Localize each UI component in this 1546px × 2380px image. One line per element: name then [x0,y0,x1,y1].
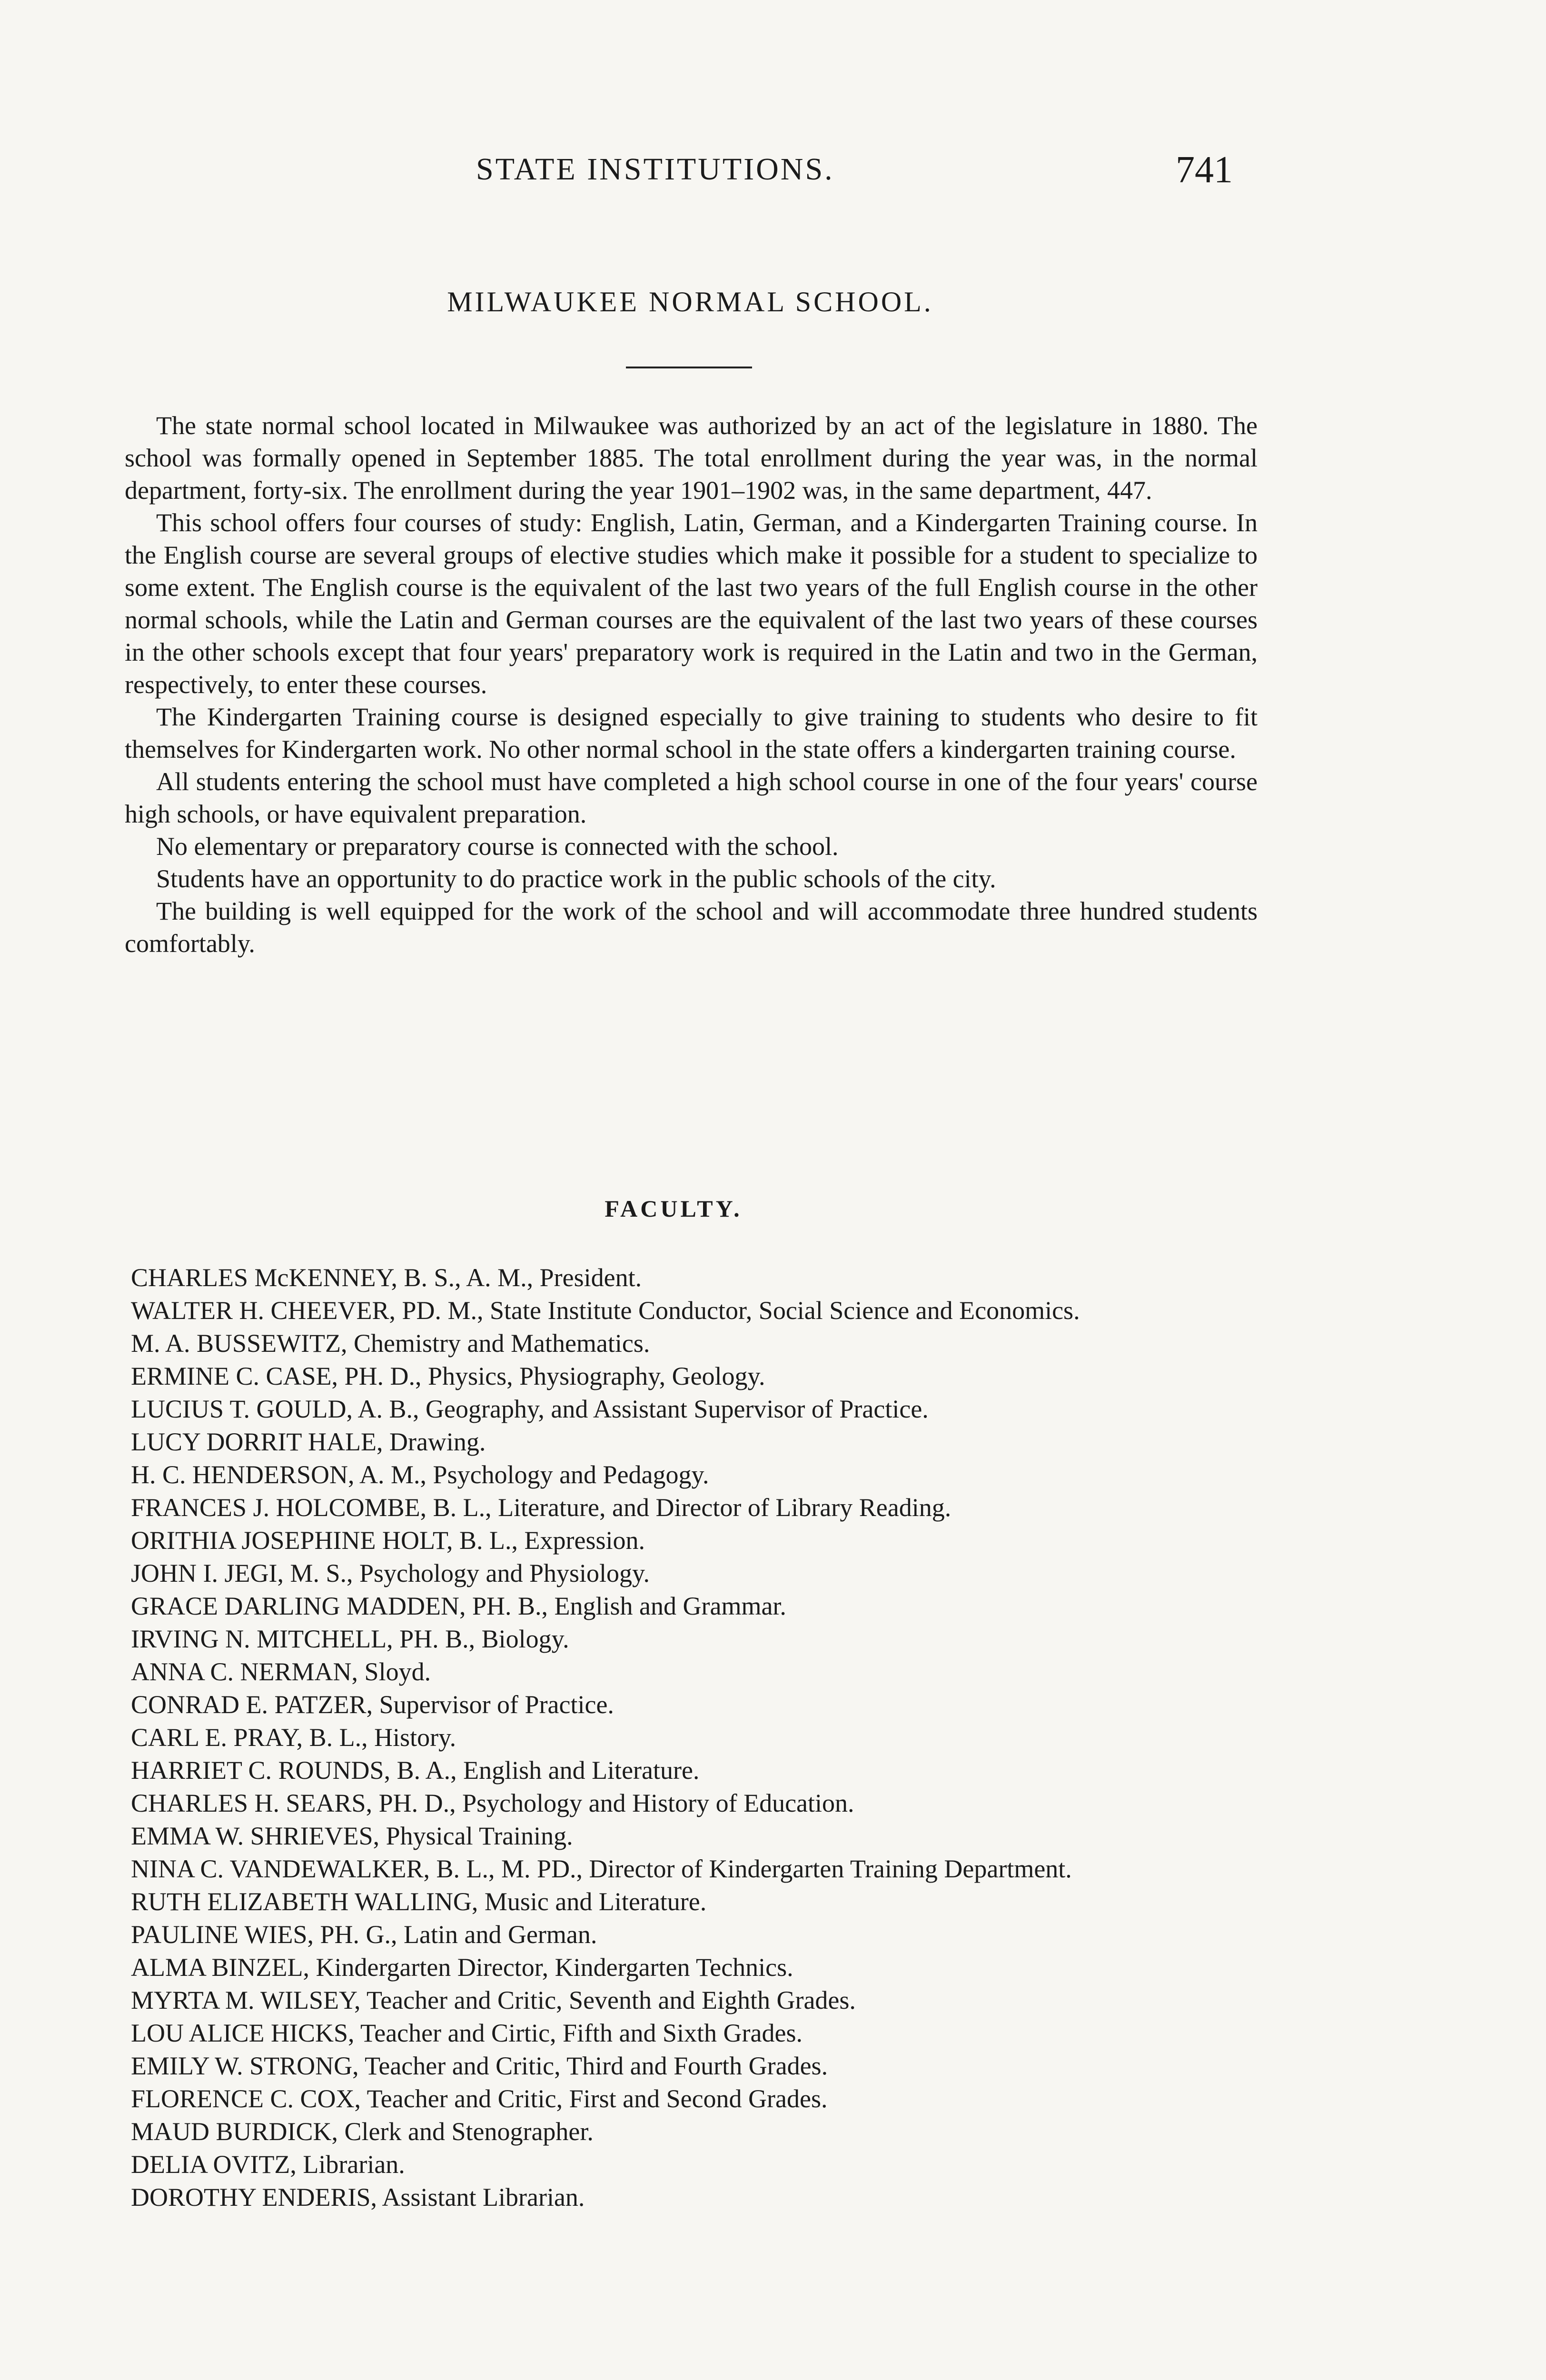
section-title: MILWAUKEE NORMAL SCHOOL. [447,286,933,317]
faculty-entry: MYRTA M. WILSEY, Teacher and Critic, Seventh and Eighth Grades. [131,1986,856,2014]
body-text [125,409,1258,960]
faculty-entry: EMILY W. STRONG, Teacher and Critic, Third and Fourth Grades. [131,2052,828,2080]
faculty-entry: EMMA W. SHRIEVES, Physical Training. [131,1822,573,1850]
faculty-entry: FRANCES J. HOLCOMBE, B. L., Literature, and Director of Library Reading. [131,1493,951,1522]
faculty-entry: LOU ALICE HICKS, Teacher and Cirtic, Fifth and Sixth Grades. [131,2019,803,2047]
paragraph: The Kindergarten Training course is designed especially to give training to students who desire to fit themselves for Kindergarten work. No other normal school in the state offers a kindergarten training course. [125,703,1258,764]
faculty-entry: DELIA OVITZ, Librarian. [131,2150,405,2179]
paragraph: Students have an opportunity to do practice work in the public schools of the city. [156,864,996,893]
faculty-entry: CARL E. PRAY, B. L., History. [131,1723,456,1752]
page-number: 741 [1176,149,1233,191]
faculty-entry: PAULINE WIES, PH. G., Latin and German. [131,1920,597,1949]
faculty-entry: RUTH ELIZABETH WALLING, Music and Literature. [131,1887,707,1916]
faculty-entry: CHARLES McKENNEY, B. S., A. M., President. [131,1263,642,1292]
faculty-entry: M. A. BUSSEWITZ, Chemistry and Mathematics. [131,1329,650,1358]
faculty-entry: ERMINE C. CASE, PH. D., Physics, Physiography, Geology. [131,1362,765,1390]
running-head: STATE INSTITUTIONS. [476,152,834,187]
faculty-entry: GRACE DARLING MADDEN, PH. B., English and Grammar. [131,1592,786,1620]
faculty-entry: WALTER H. CHEEVER, PD. M., State Institute Conductor, Social Science and Economics. [131,1296,1080,1325]
faculty-entry: FLORENCE C. COX, Teacher and Critic, First and Second Grades. [131,2084,828,2113]
faculty-entry: CONRAD E. PATZER, Supervisor of Practice. [131,1690,614,1719]
faculty-entry: JOHN I. JEGI, M. S., Psychology and Physiology. [131,1559,650,1587]
faculty-entry: DOROTHY ENDERIS, Assistant Librarian. [131,2183,585,2211]
faculty-entry: CHARLES H. SEARS, PH. D., Psychology and History of Education. [131,1789,854,1817]
paragraph: All students entering the school must have completed a high school course in one of the four years' course high schools, or have equivalent preparation. [125,767,1258,828]
page-header [0,151,1546,204]
faculty-entry: ALMA BINZEL, Kindergarten Director, Kindergarten Technics. [131,1953,793,1982]
faculty-entry: ANNA C. NERMAN, Sloyd. [131,1657,431,1686]
faculty-entry: ORITHIA JOSEPHINE HOLT, B. L., Expression. [131,1526,645,1555]
faculty-entry: LUCIUS T. GOULD, A. B., Geography, and Assistant Supervisor of Practice. [131,1395,929,1423]
paragraph: This school offers four courses of study: English, Latin, German, and a Kindergarten Training course. In the English course are several groups of elective studies which make it possible for a student to specialize to some extent. The English course is the equivalent of the last two years of the full English course in the other normal schools, while the Latin and German courses are the equivalent of the last two years of these courses in the other schools except that four years' preparatory work is required in the Latin and two in the German, respectively, to enter these courses. [125,508,1258,699]
faculty-entry: NINA C. VANDEWALKER, B. L., M. PD., Director of Kindergarten Training Department. [131,1854,1072,1883]
faculty-heading: FACULTY. [605,1195,743,1222]
paragraph: The building is well equipped for the work of the school and will accommodate three hundred students comfortably. [125,897,1258,958]
paragraph: No elementary or preparatory course is connected with the school. [156,832,839,861]
faculty-list [131,1261,1271,2214]
faculty-entry: IRVING N. MITCHELL, PH. B., Biology. [131,1625,569,1653]
faculty-entry: H. C. HENDERSON, A. M., Psychology and Pedagogy. [131,1460,709,1489]
faculty-entry: HARRIET C. ROUNDS, B. A., English and Literature. [131,1756,700,1785]
title-rule [626,367,752,368]
faculty-entry: MAUD BURDICK, Clerk and Stenographer. [131,2117,594,2146]
paragraph: The state normal school located in Milwaukee was authorized by an act of the legislature in 1880. The school was formally opened in September 1885. The total enrollment during the year was, in the normal department, forty-six. The enrollment during the year 1901–1902 was, in the same department, 447. [125,411,1258,505]
faculty-entry: LUCY DORRIT HALE, Drawing. [131,1428,486,1456]
